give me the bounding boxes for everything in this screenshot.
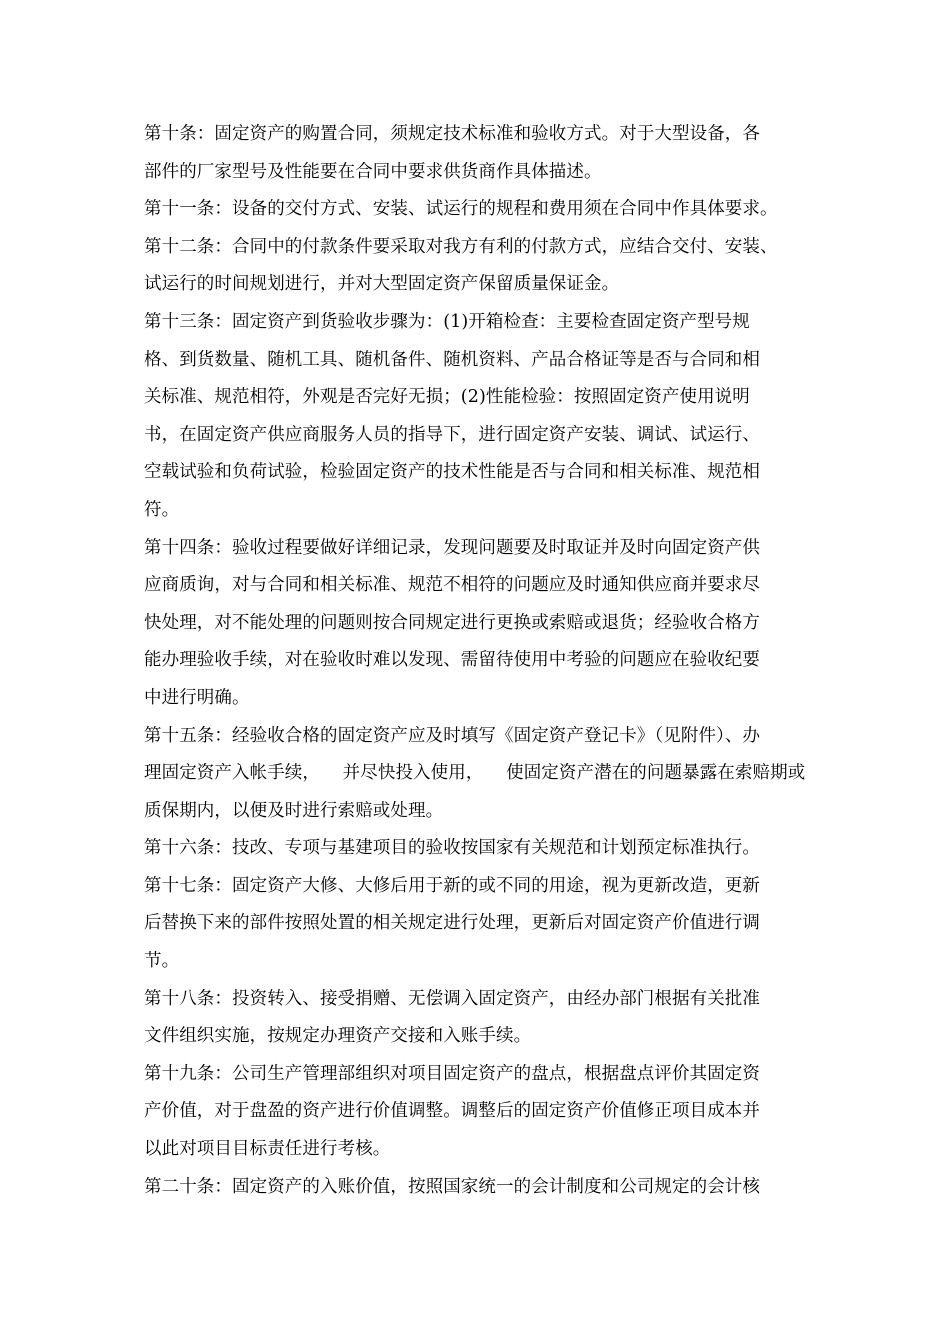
text-line: 部件的厂家型号及性能要在合同中要求供货商作具体描述。 (144, 161, 602, 182)
text-line: 第十条：固定资产的购置合同，须规定技术标准和验收方式。对于大型设备，各 (144, 124, 760, 144)
text-line: 试运行的时间规划进行，并对大型固定资产保留质量保证金。 (144, 274, 620, 295)
text-line: 格、到货数量、随机工具、随机备件、随机资料、产品合格证等是否与合同和相 (144, 349, 760, 370)
text-line: 关标准、规范相符，外观是否完好无损；(2)性能检验：按照固定资产使用说明 (144, 387, 750, 408)
document-body (144, 116, 814, 1206)
text-line: 产价值，对于盘盈的资产进行价值调整。调整后的固定资产价值修正项目成本并 (144, 1101, 760, 1122)
text-line: 质保期内，以便及时进行索赔或处理。 (144, 800, 444, 821)
text-line: 以此对项目目标责任进行考核。 (144, 1139, 391, 1160)
text-line: 理固定资产入帐手续， 并尽快投入使用， 使固定资产潜在的问题暴露在索赔期或 (144, 763, 806, 784)
text-line: 第十五条：经验收合格的固定资产应及时填写《固定资产登记卡》（见附件）、办 (144, 725, 761, 746)
text-line: 第二十条：固定资产的入账价值，按照国家统一的会计制度和公司规定的会计核 (144, 1176, 760, 1197)
text-line: 第十一条：设备的交付方式、安装、试运行的规程和费用须在合同中作具体要求。 (144, 199, 778, 220)
text-line: 书，在固定资产供应商服务人员的指导下，进行固定资产安装、调试、试运行、 (144, 424, 760, 445)
text-line: 应商质询，对与合同和相关标准、规范不相符的问题应及时通知供应商并要求尽 (144, 575, 760, 596)
text-line: 第十八条：投资转入、接受捐赠、无偿调入固定资产，由经办部门根据有关批准 (144, 988, 760, 1009)
text-line: 符。 (144, 499, 180, 520)
text-line: 第十三条：固定资产到货验收步骤为：(1)开箱检查：主要检查固定资产型号规 (144, 311, 750, 332)
text-line: 后替换下来的部件按照处置的相关规定进行处理，更新后对固定资产价值进行调 (144, 913, 760, 934)
text-line: 文件组织实施，按规定办理资产交接和入账手续。 (144, 1026, 532, 1047)
text-line: 第十九条：公司生产管理部组织对项目固定资产的盘点，根据盘点评价其固定资 (144, 1063, 760, 1084)
text-line: 第十二条：合同中的付款条件要采取对我方有利的付款方式，应结合交付、安装、 (144, 236, 778, 257)
text-line: 快处理，对不能处理的问题则按合同规定进行更换或索赔或退货；经验收合格方 (144, 612, 760, 633)
text-line: 第十六条：技改、专项与基建项目的验收按国家有关规范和计划预定标准执行。 (144, 838, 760, 859)
text-line: 中进行明确。 (144, 687, 250, 708)
text-line: 空载试验和负荷试验，检验固定资产的技术性能是否与合同和相关标准、规范相 (144, 462, 760, 483)
text-line: 第十七条：固定资产大修、大修后用于新的或不同的用途，视为更新改造，更新 (144, 875, 760, 896)
text-line: 能办理验收手续，对在验收时难以发现、需留待使用中考验的问题应在验收纪要 (144, 650, 760, 671)
text-line: 第十四条：验收过程要做好详细记录，发现问题要及时取证并及时向固定资产供 (144, 537, 760, 558)
text-line: 节。 (144, 951, 180, 972)
